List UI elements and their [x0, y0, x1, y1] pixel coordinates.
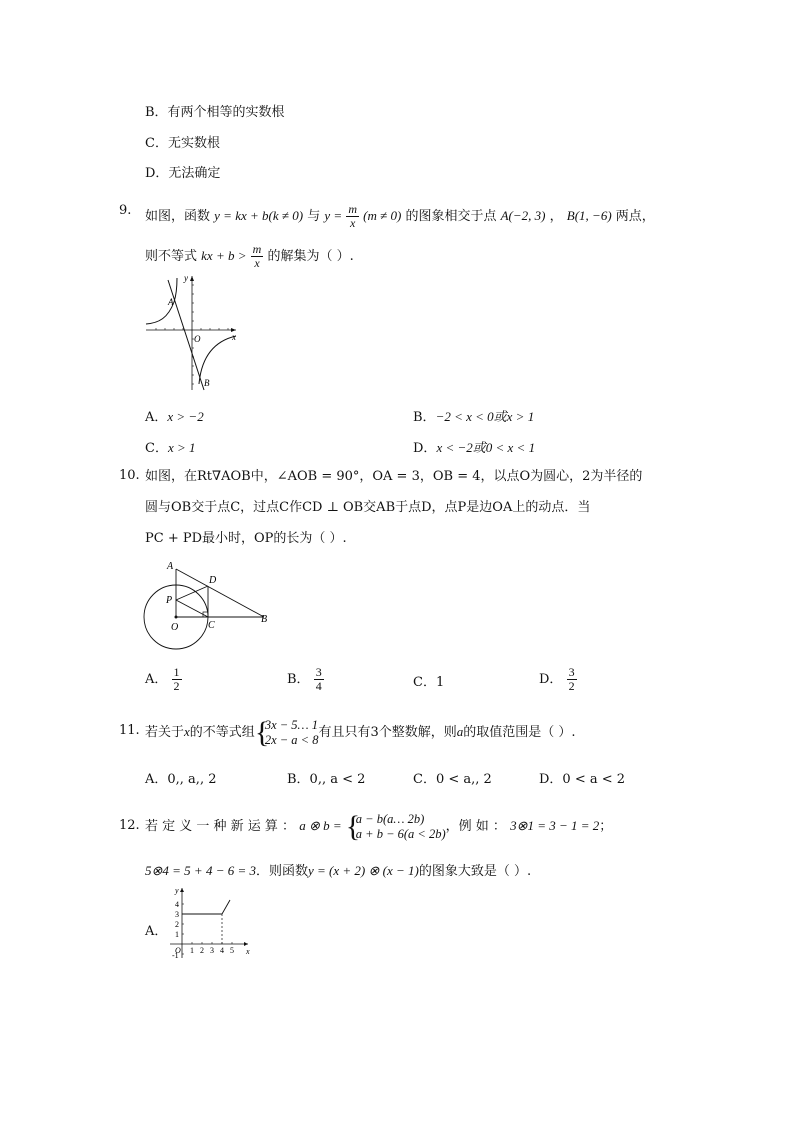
q9-func2-frac: $\frac{m}{x}$ [348, 202, 357, 230]
label-y: y [175, 886, 179, 895]
ytick: 4 [175, 900, 179, 909]
xtick: 5 [230, 946, 234, 955]
q12-example: 5⊗4 = 5 + 4 − 6 = 3 [145, 863, 256, 878]
q10-number: 10. [119, 468, 140, 483]
option-label: B． [413, 410, 436, 425]
label-d: D [209, 575, 217, 586]
q10-line1: 如图，在Rt∇AOB中，∠AOB = 90°，OA = 3，OB = 4，以点O为圆心，2为半径的 [145, 469, 643, 484]
q10-line2: 圆与OB交于点C，过点C作CD ⊥ OB交AB于点D，点P是边OA上的动点．当 [145, 500, 591, 515]
q11-text: 有且只有3个整数解，则 [318, 725, 457, 740]
q9-line2 [145, 243, 354, 270]
q9-func2-cond: (m ≠ 0) [363, 208, 402, 223]
q9-ineq-frac: $\frac{m}{x}$ [252, 242, 262, 270]
q11-line [145, 716, 576, 750]
xtick: 4 [220, 946, 224, 955]
q12-example: 3⊗1 = 3 − 1 = 2 [510, 818, 600, 833]
segment-ab [176, 569, 264, 617]
option-value: −2 < x < 0或x > 1 [435, 409, 535, 424]
q10-option-d [539, 666, 577, 693]
option-label: A． [145, 672, 168, 687]
q12-line1 [145, 806, 612, 846]
q12-text: ，例 如 ： [445, 819, 506, 834]
q11-inequality-system: { 3x − 5… 1 2x − a < 8 [254, 715, 319, 749]
q9-func2-lhs: y = [324, 208, 343, 223]
q9-option-d [413, 437, 535, 456]
q12-text: 若 定 义 一 种 新 运 算 ： [145, 819, 296, 834]
q11-option-c: C．0 < a,, 2 [413, 772, 492, 787]
label-point-b: B [204, 378, 210, 388]
xtick: 3 [210, 946, 214, 955]
option-fraction: $\frac{1}{2}$ [173, 665, 180, 693]
q9-text: 与 [307, 209, 321, 224]
q10-line3: PC + PD最小时，OP的长为（ ）. [145, 531, 347, 546]
label-origin: O [194, 334, 201, 344]
q12-option-a-graph [166, 884, 256, 964]
q9-comma: ， [549, 209, 563, 224]
label-c: C [208, 620, 215, 631]
q9-option-c [145, 437, 196, 456]
q9-text: 则不等式 [145, 249, 198, 264]
q9-ineq-lhs: kx + b > [201, 248, 247, 263]
q8-option-d: D．无法确定 [145, 166, 221, 181]
q12-piecewise: { a − b(a… 2b) a + b − 6(a < 2b) [345, 809, 446, 843]
q9-text: 的图象相交于点 [405, 209, 497, 224]
option-fraction: $\frac{3}{4}$ [315, 665, 322, 693]
option-value: x > 1 [167, 440, 196, 455]
q9-text: 的解集为（ ）. [267, 249, 354, 264]
q12-text: ； [599, 819, 613, 834]
q9-figure [144, 272, 244, 392]
q12-number: 12. [119, 818, 140, 833]
q11-var-a: a [456, 724, 464, 739]
label-y: y [184, 273, 188, 283]
option-label: D． [413, 441, 437, 456]
q10-option-a [145, 666, 182, 693]
q12-text: ．则函数 [255, 864, 308, 879]
q12-line2 [145, 862, 531, 881]
q8-option-c: C．无实数根 [145, 136, 220, 151]
label-x: x [246, 947, 250, 956]
q11-number: 11. [119, 723, 140, 738]
option-label: C． [145, 441, 168, 456]
label-p: P [166, 595, 173, 606]
q11-option-b: B．0,, a < 2 [287, 772, 366, 787]
q11-text: 的取值范围是（ ）. [463, 725, 576, 740]
graph-rising-segment [222, 900, 230, 914]
xtick: 2 [200, 946, 204, 955]
q12-option-a-label: A． [145, 924, 168, 939]
q9-func1: y = kx + b(k ≠ 0) [214, 208, 304, 223]
q9-option-b [413, 406, 534, 425]
q10-option-b [287, 666, 324, 693]
y-arrow [180, 888, 184, 892]
label-a: A [167, 561, 174, 572]
ytick: -1 [172, 951, 179, 960]
q11-var-x: x [184, 724, 190, 739]
point-o [175, 616, 178, 619]
q9-text: 如图，函数 [145, 209, 211, 224]
segment-pd [176, 586, 208, 600]
y-arrow [190, 276, 194, 281]
ytick: 2 [175, 920, 179, 929]
label-o: O [171, 622, 179, 633]
label-x: x [232, 332, 236, 342]
q9-text: 两点， [615, 209, 655, 224]
q11-option-d: D．0 < a < 2 [539, 772, 626, 787]
q12-text: 的图象大致是（ ）. [418, 864, 532, 879]
option-label: D． [539, 672, 563, 687]
ytick: 1 [175, 930, 179, 939]
option-label: A． [145, 410, 168, 425]
q9-line1 [145, 203, 655, 230]
q9-point-b: B(1, −6) [566, 208, 612, 223]
label-origin: O [175, 946, 181, 955]
option-fraction: $\frac{3}{2}$ [568, 665, 575, 693]
option-value: x < −2或0 < x < 1 [436, 440, 536, 455]
q10-figure [140, 556, 280, 652]
q10-option-c: C．1 [413, 675, 445, 690]
q8-option-b: B．有两个相等的实数根 [145, 105, 285, 120]
ytick: 3 [175, 910, 179, 919]
q12-operator: a ⊗ b = [299, 818, 342, 833]
q9-point-a: A(−2, 3) [500, 208, 546, 223]
q12-function: y = (x + 2) ⊗ (x − 1) [308, 863, 419, 878]
label-point-a: A [168, 297, 174, 307]
label-b: B [261, 614, 268, 625]
q11-text: 若关于 [145, 725, 185, 740]
xtick: 1 [190, 946, 194, 955]
x-arrow [244, 942, 248, 946]
option-value: x > −2 [167, 409, 204, 424]
q11-option-a: A．0,, a,, 2 [145, 772, 217, 787]
q9-number: 9. [119, 203, 132, 218]
hyperbola-right-branch [199, 336, 236, 384]
q11-text: 的不等式组 [189, 725, 255, 740]
q9-option-a [145, 406, 204, 425]
option-label: B． [287, 672, 310, 687]
